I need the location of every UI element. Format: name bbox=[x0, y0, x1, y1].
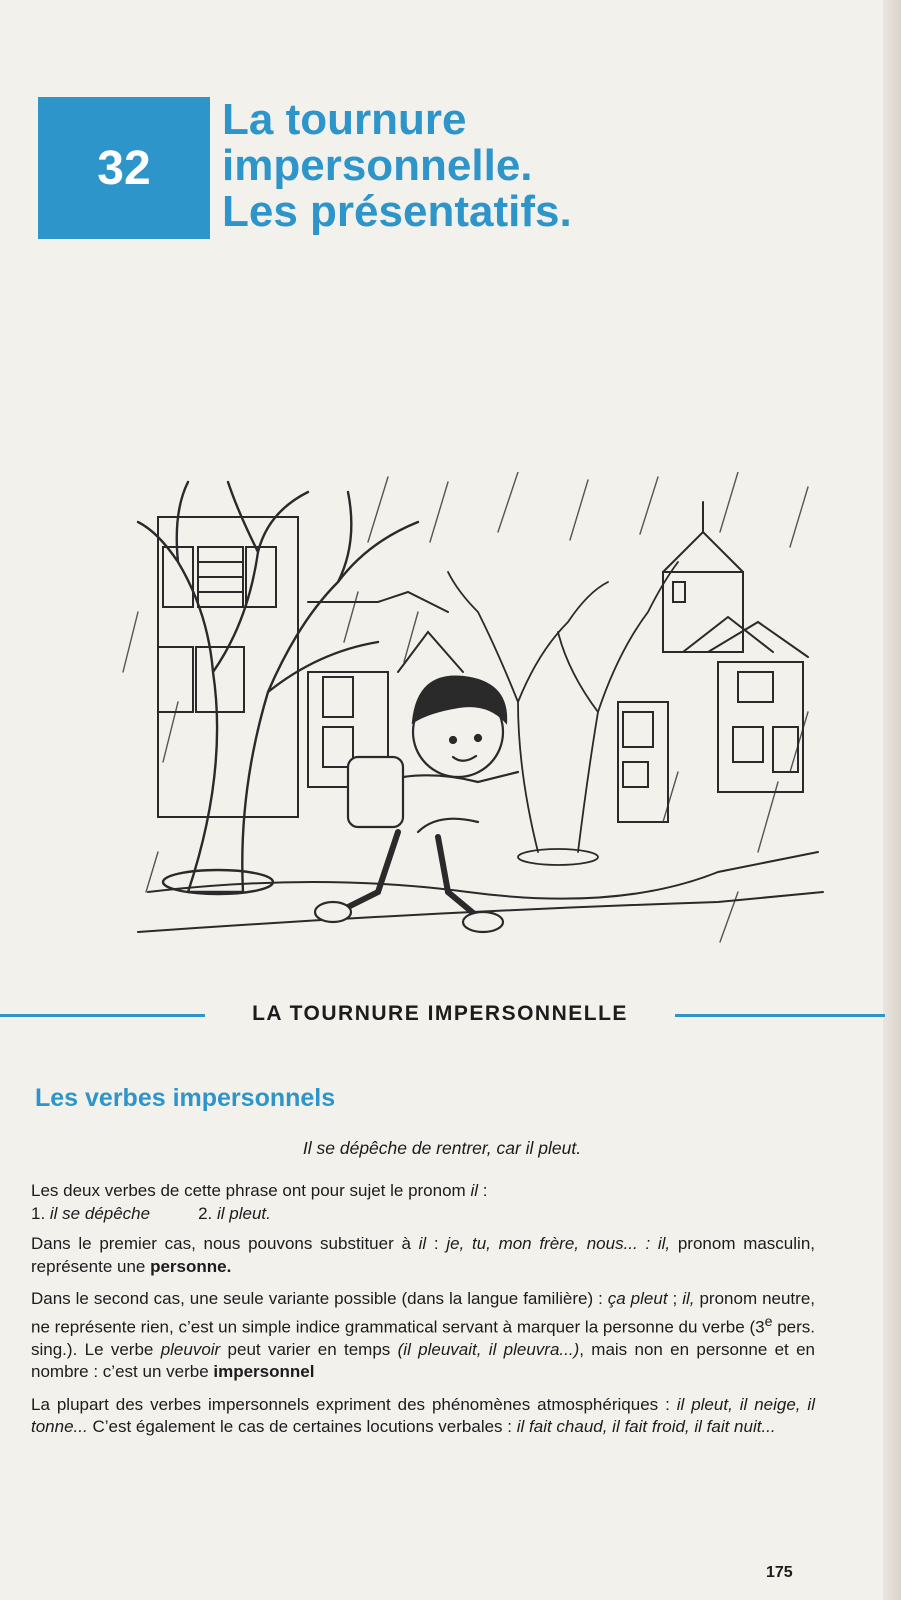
p4-d: il fait chaud, il fait froid, il fait nuit... bbox=[516, 1417, 776, 1437]
section-rule-right bbox=[675, 1014, 885, 1017]
rainy-street-illustration bbox=[118, 472, 830, 962]
p2-f: personne. bbox=[150, 1256, 232, 1276]
chapter-number-box bbox=[38, 97, 210, 239]
chapter-title-line-3: Les présentatifs. bbox=[222, 187, 572, 236]
p2-e: pronom masculin, représente une bbox=[31, 1234, 815, 1276]
p3-d: il, bbox=[682, 1289, 695, 1308]
p2-d: je, tu, mon frère, nous... : il, bbox=[446, 1234, 671, 1253]
section-heading: LA TOURNURE IMPERSONNELLE bbox=[252, 1002, 628, 1025]
page-edge bbox=[883, 0, 901, 1600]
chapter-title-line-2: impersonnelle. bbox=[222, 141, 533, 190]
p3-f: pers. sing.). Le verbe bbox=[31, 1317, 815, 1359]
paragraph-1 bbox=[31, 1180, 815, 1225]
p3-g: pleuvoir bbox=[160, 1339, 221, 1359]
p2-b: il bbox=[418, 1234, 427, 1253]
church bbox=[663, 502, 773, 652]
p1-item1: il se dépêche bbox=[49, 1203, 151, 1223]
chapter-number: 32 bbox=[97, 141, 151, 195]
section-rule-left bbox=[0, 1014, 205, 1017]
p3-b: ça pleut bbox=[607, 1289, 668, 1308]
p2-c: : bbox=[426, 1234, 447, 1253]
page-number: 175 bbox=[766, 1564, 793, 1581]
p4-c: C’est également le cas de certaines locutions verbales : bbox=[87, 1417, 517, 1437]
subheading: Les verbes impersonnels bbox=[35, 1084, 336, 1112]
big-tree bbox=[138, 482, 418, 894]
p3-j: , mais non en personne et en nombre : c’est un verbe bbox=[31, 1339, 816, 1382]
p1-pronoun: il bbox=[470, 1181, 478, 1200]
p3-c: ; bbox=[667, 1289, 683, 1308]
p3-k: impersonnel bbox=[213, 1362, 315, 1382]
paragraph-3 bbox=[31, 1288, 815, 1384]
chapter-title bbox=[222, 97, 572, 235]
paragraph-4 bbox=[31, 1394, 815, 1439]
example-sentence: Il se dépêche de rentrer, car il pleut. bbox=[302, 1138, 582, 1158]
p3-a: Dans le second cas, une seule variante possible (dans la langue familière) : bbox=[31, 1289, 608, 1308]
chapter-title-line-1: La tournure bbox=[222, 95, 467, 144]
p3-e: pronom neutre, ne représente rien, c’est un simple indice grammatical servant à marquer la personne du verbe (3 bbox=[31, 1289, 815, 1337]
p4-b: il pleut, il neige, il tonne... bbox=[31, 1394, 815, 1437]
p3-h: peut varier en temps bbox=[220, 1339, 398, 1359]
p4-a: La plupart des verbes impersonnels expriment des phénomènes atmosphériques : bbox=[31, 1394, 677, 1414]
p1-text: Les deux verbes de cette phrase ont pour sujet le pronom bbox=[31, 1181, 471, 1200]
p2-a: Dans le premier cas, nous pouvons substituer à bbox=[31, 1234, 419, 1253]
p1-item2: il pleut. bbox=[217, 1203, 271, 1223]
p1-colon: : bbox=[478, 1181, 488, 1200]
p1-item1-num: 1. bbox=[31, 1203, 50, 1223]
p1-item2-num: 2. bbox=[198, 1203, 217, 1223]
p3-sup: e bbox=[764, 1313, 773, 1330]
p3-i: (il pleuvait, il pleuvra...) bbox=[397, 1339, 580, 1359]
body-text bbox=[31, 1180, 815, 1449]
paragraph-2 bbox=[31, 1233, 815, 1278]
